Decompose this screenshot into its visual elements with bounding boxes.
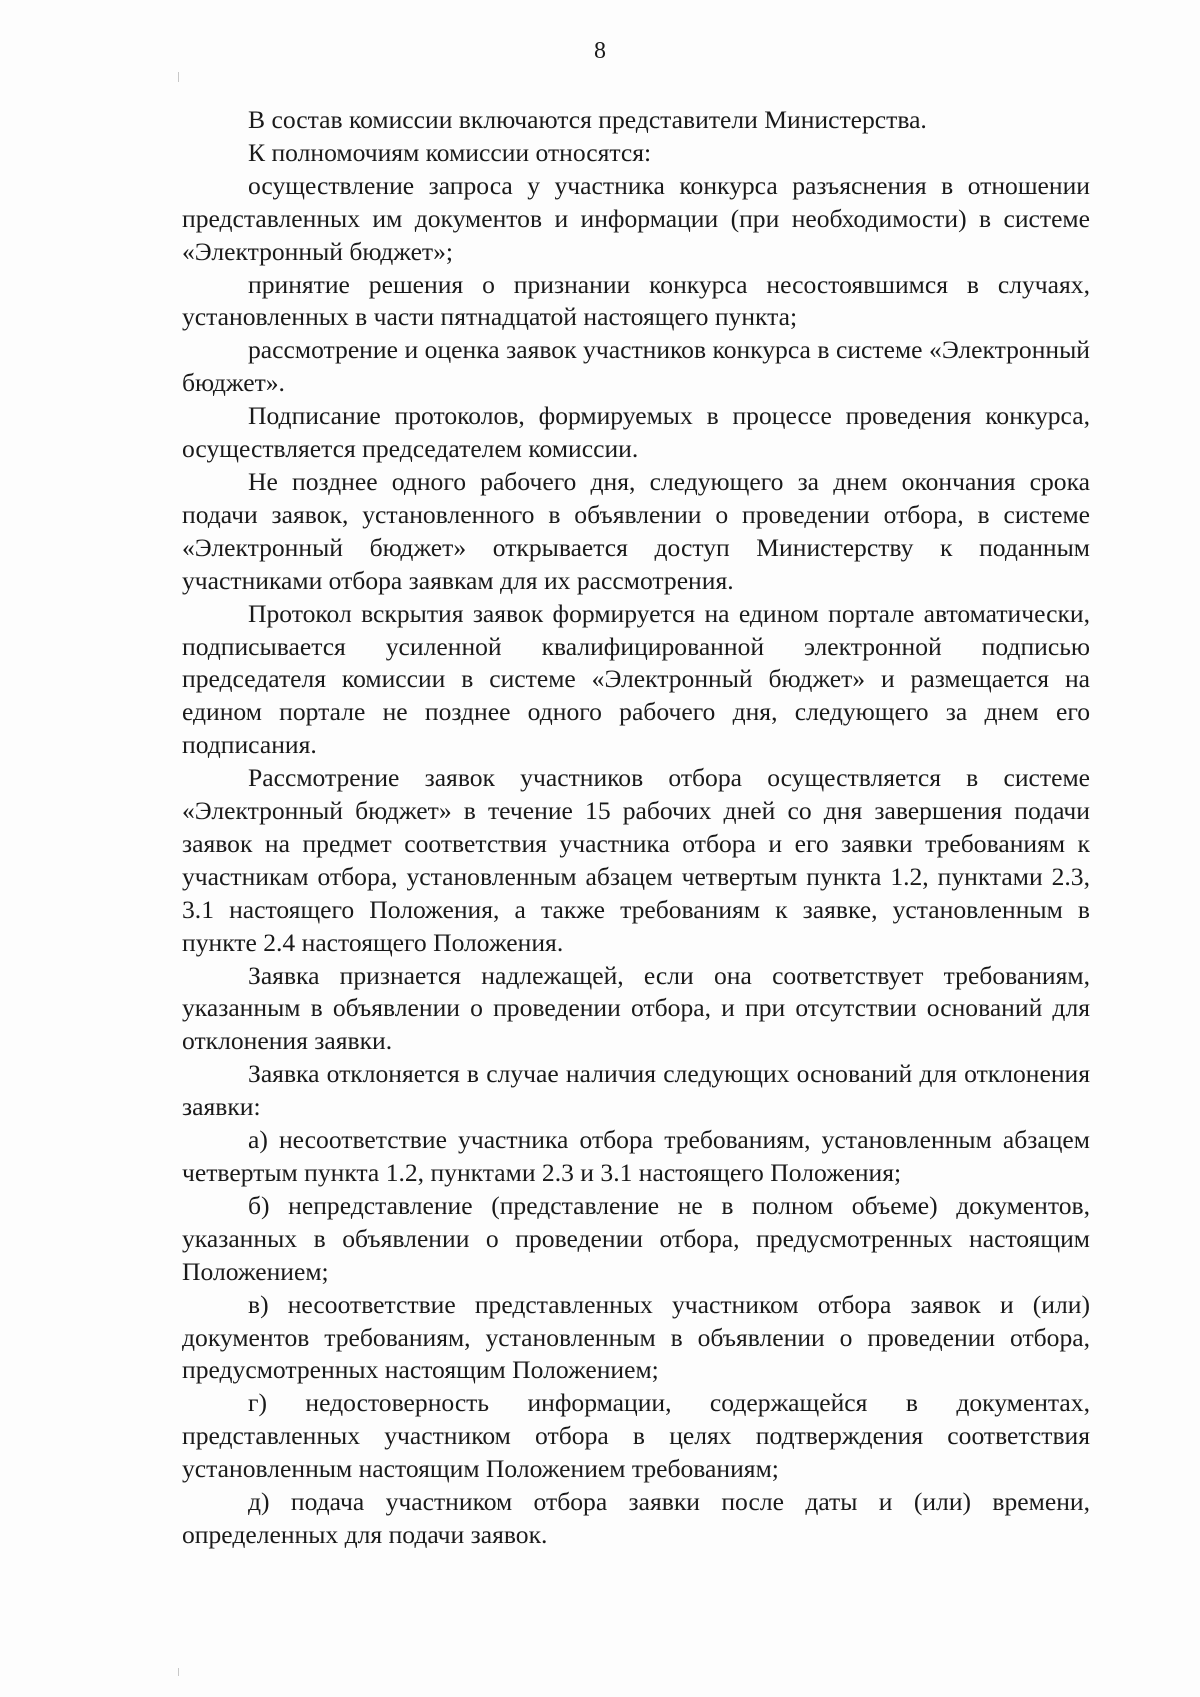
paragraph: Не позднее одного рабочего дня, следующего за днем окончания срока подачи заявок, установленного в объявлении о проведении отбора, в системе «Электронный бюджет» открывается доступ Министерству к поданным участниками отбора заявкам для их рассмотрения. bbox=[182, 466, 1090, 595]
list-item-g: г) недостоверность информации, содержащейся в документах, представленных участником отбора в целях подтверждения соответствия установленным настоящим Положением требованиям; bbox=[182, 1388, 1090, 1484]
page-number: 8 bbox=[594, 38, 606, 64]
paragraph: Заявка признается надлежащей, если она соответствует требованиям, указанным в объявлении о проведении отбора, и при отсутствии оснований для отклонения заявки. bbox=[182, 960, 1090, 1056]
list-item-d: д) подача участником отбора заявки после даты и (или) времени, определенных для подачи заявок. bbox=[182, 1487, 1090, 1549]
paragraph: Заявка отклоняется в случае наличия следующих оснований для отклонения заявки: bbox=[182, 1059, 1090, 1122]
list-item-b: б) непредставление (представление не в полном объеме) документов, указанных в объявлении о проведении отбора, предусмотренных настоящим Положением; bbox=[182, 1190, 1090, 1286]
scan-edge-mark bbox=[178, 72, 179, 82]
list-item-a: а) несоответствие участника отбора требованиям, установленным абзацем четвертым пункта 1.2, пунктами 2.3 и 3.1 настоящего Положения; bbox=[182, 1125, 1090, 1187]
document-body bbox=[182, 104, 1090, 1552]
paragraph: К полномочиям комиссии относятся: bbox=[248, 137, 652, 167]
paragraph: осуществление запроса у участника конкурса разъяснения в отношении представленных им документов и информации (при необходимости) в системе «Электронный бюджет»; bbox=[182, 170, 1090, 266]
paragraph: Рассмотрение заявок участников отбора осуществляется в системе «Электронный бюджет» в течение 15 рабочих дней со дня завершения подачи заявок на предмет соответствия участника отбора и его заявки требованиям к участникам отбора, установленным абзацем четвертым пункта 1.2, пунктами 2.3, 3.1 настоящего Положения, а также требованиям к заявке, установленным в пункте 2.4 настоящего Положения. bbox=[182, 763, 1090, 957]
paragraph: рассмотрение и оценка заявок участников конкурса в системе «Электронный бюджет». bbox=[182, 335, 1090, 398]
scan-edge-mark bbox=[178, 1668, 179, 1676]
paragraph: Протокол вскрытия заявок формируется на едином портале автоматически, подписывается усиленной квалифицированной электронной подписью председателя комиссии в системе «Электронный бюджет» и размещается на едином портале не позднее одного рабочего дня, следующего за днем его подписания. bbox=[182, 598, 1090, 760]
paragraph: Подписание протоколов, формируемых в процессе проведения конкурса, осуществляется председателем комиссии. bbox=[182, 401, 1090, 464]
paragraph: принятие решения о признании конкурса несостоявшимся в случаях, установленных в части пятнадцатой настоящего пункта; bbox=[182, 269, 1090, 332]
list-item-v: в) несоответствие представленных участником отбора заявок и (или) документов требованиям, установленным в объявлении о проведении отбора, предусмотренных настоящим Положением; bbox=[182, 1289, 1090, 1385]
paragraph: В состав комиссии включаются представители Министерства. bbox=[248, 105, 927, 134]
